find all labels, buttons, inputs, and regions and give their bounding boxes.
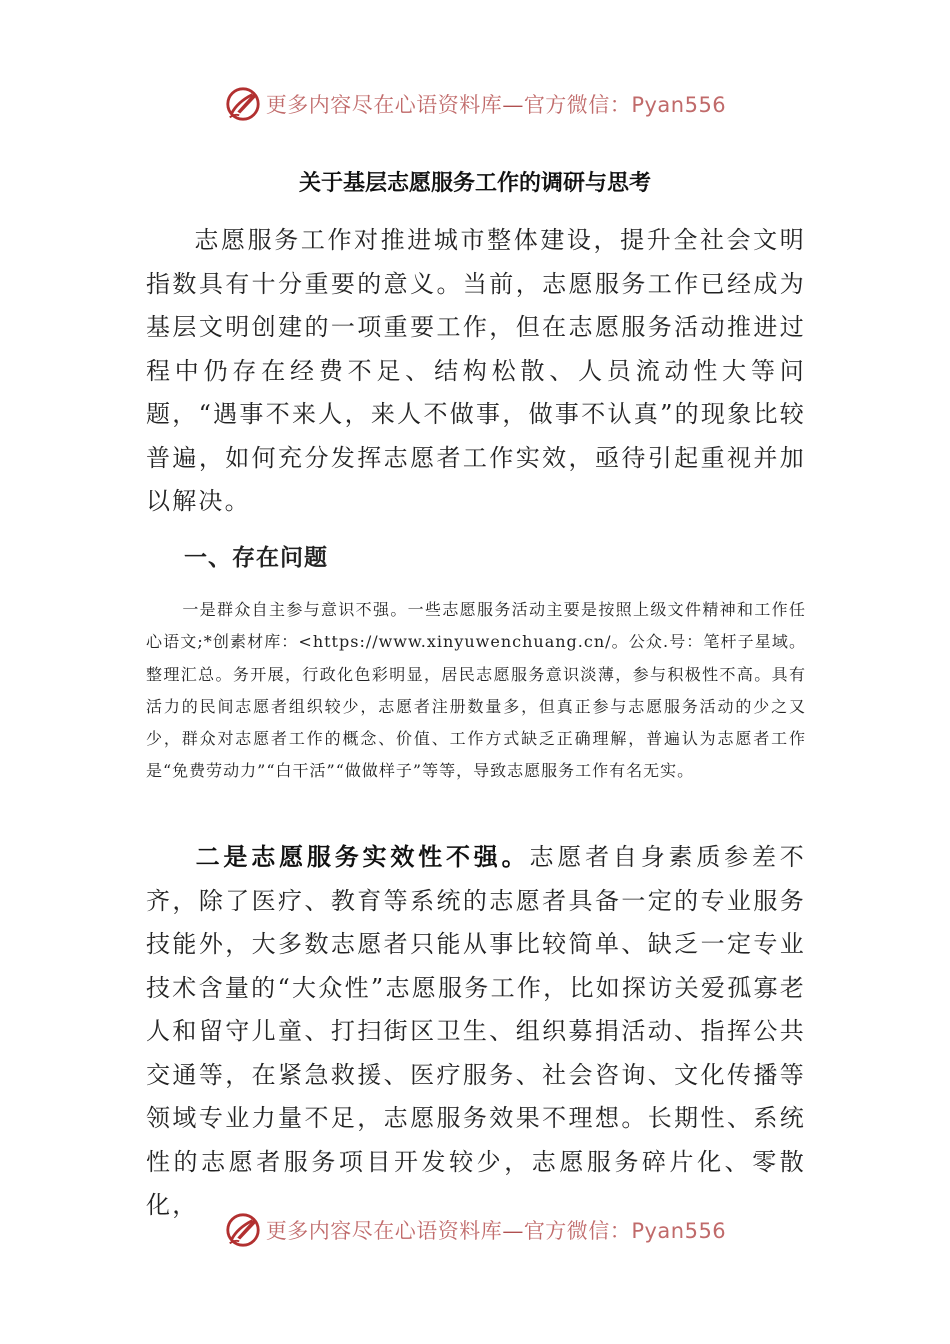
document-title: 关于基层志愿服务工作的调研与思考 bbox=[298, 171, 651, 196]
section-heading-problems: 一、存在问题 bbox=[184, 545, 328, 571]
point-2-paragraph: 二是志愿服务实效性不强。志愿者自身素质参差不齐，除了医疗、教育等系统的志愿者具备一定的专业服务技能外，大多数志愿者只能从事比较简单、缺乏一定专业技术含量的“大众性”志愿服务工作，比如探访关爱孤寡老人和留守儿童、打扫街区卫生、组织募捐活动、指挥公共交通等，在紧急救援、医疗服务、社会咨询、文化传播等领域专业力量不足，志愿服务效果不理想。长期性、系统性的志愿者服务项目开发较少，志愿服务碎片化、零散化， bbox=[146, 843, 806, 1219]
banner-text: 更多内容尽在心语资料库—官方微信：Pyan556 bbox=[265, 1219, 727, 1243]
header-watermark-banner bbox=[0, 84, 950, 124]
banner-text: 更多内容尽在心语资料库—官方微信：Pyan556 bbox=[265, 93, 727, 117]
point-2-lead: 二是志愿服务实效性不强。 bbox=[194, 843, 530, 871]
intro-paragraph: 志愿服务工作对推进城市整体建设，提升全社会文明指数具有十分重要的意义。当前，志愿服务工作已经成为基层文明创建的一项重要工作，但在志愿服务活动推进过程中仍存在经费不足、结构松散、人员流动性大等问题，“遇事不来人，来人不做事，做事不认真”的现象比较普遍，如何充分发挥志愿者工作实效，亟待引起重视并加以解决。 bbox=[146, 226, 806, 515]
point-1-paragraph: 一是群众自主参与意识不强。一些志愿服务活动主要是按照上级文件精神和工作任心语文;*创素材库：<https://www.xinyuwenchuang.cn/。公众.号：笔杆子星域。整理汇总。务开展，行政化色彩明显，居民志愿服务意识淡薄，参与积极性不高。具有活力的民间志愿者组织较少，志愿者注册数量多，但真正参与志愿服务活动的少之又少，群众对志愿者工作的概念、价值、工作方式缺乏正确理解，普遍认为志愿者工作是“免费劳动力”“白干活”“做做样子”等等，导致志愿服务工作有名无实。 bbox=[146, 600, 806, 781]
pen-logo-icon bbox=[224, 85, 262, 123]
footer-watermark-banner bbox=[0, 1210, 950, 1250]
pen-logo-icon bbox=[224, 1211, 262, 1249]
